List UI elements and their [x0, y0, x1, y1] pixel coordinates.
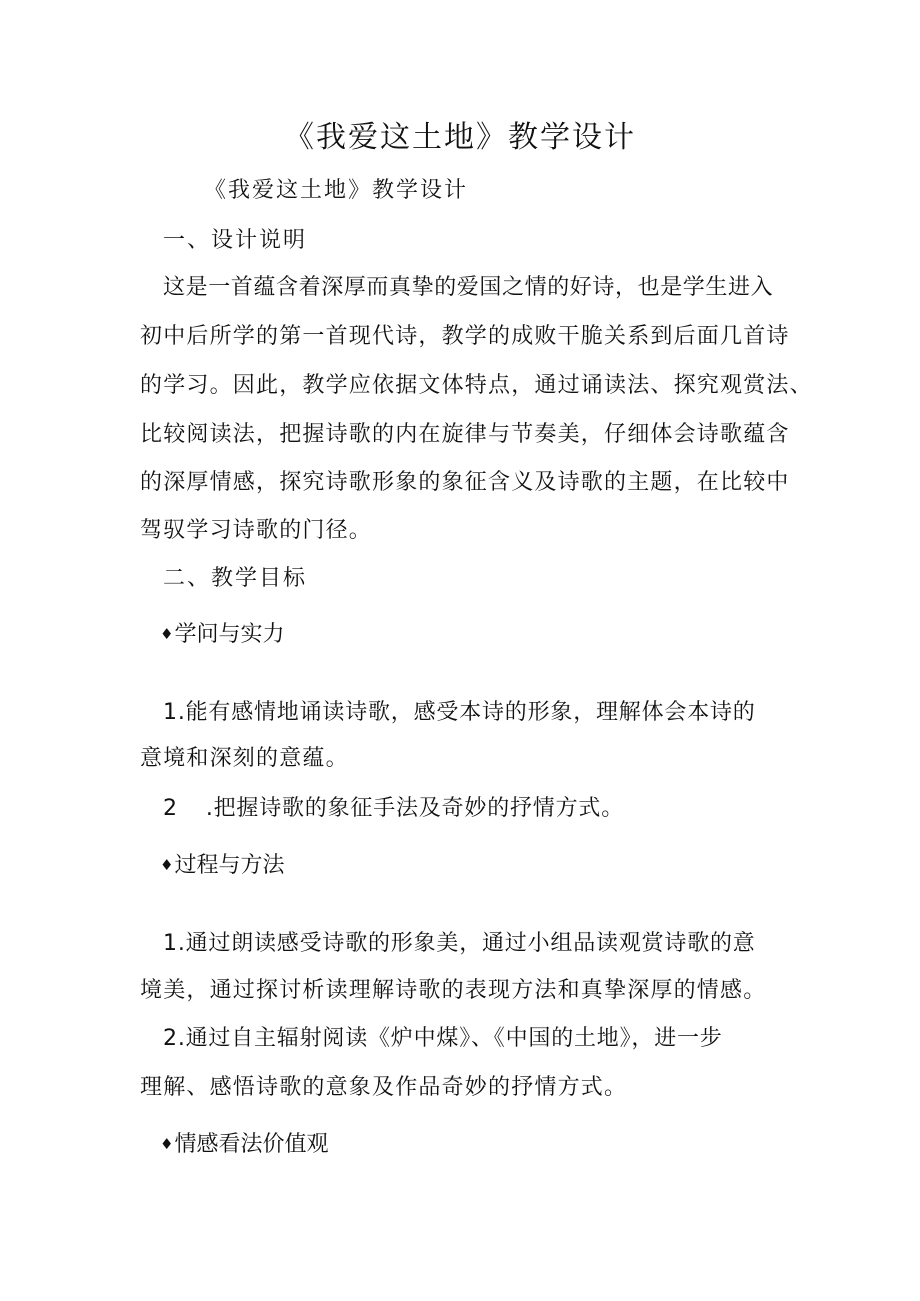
diamond-bullet-icon: ♦ [160, 625, 174, 643]
goal-item-text: .能有感情地诵读诗歌，感受本诗的形象，理解体会本诗的 [177, 700, 756, 725]
goal-group-values [160, 1128, 810, 1161]
goal-item-text: .通过朗读感受诗歌的形象美，通过小组品读观赏诗歌的意 [177, 931, 756, 956]
goal-item-continuation: 理解、感悟诗歌的意象及作品奇妙的抒情方式。 [140, 1075, 628, 1100]
paragraph-line: 驾驭学习诗歌的门径。 [140, 518, 373, 543]
goal-item-number: 2 [163, 1026, 178, 1051]
goal-group-label: 学问与实力 [174, 622, 285, 647]
diamond-bullet-icon: ♦ [160, 1135, 174, 1153]
document-subtitle: 《我爱这土地》教学设计 [204, 178, 469, 203]
goal-group-knowledge [160, 618, 810, 651]
goal-item [163, 697, 813, 729]
goal-item-number: 2 [163, 796, 178, 821]
goal-item [163, 793, 813, 825]
document-title: 《我爱这土地》教学设计 [284, 120, 636, 155]
goal-item [163, 928, 813, 960]
section-heading-design-notes: 一、设计说明 [163, 228, 308, 253]
goal-item-number: 1 [163, 931, 178, 956]
goal-item-text: .把握诗歌的象征手法及奇妙的抒情方式。 [205, 796, 625, 821]
diamond-bullet-icon: ♦ [160, 856, 174, 874]
paragraph-line: 这是一首蕴含着深厚而真挚的爱国之情的好诗，也是学生进入 [163, 275, 774, 300]
paragraph-line: 的学习。因此，教学应依据文体特点，通过诵读法、探究观赏法、 [140, 373, 813, 398]
goal-item-text: .通过自主辐射阅读《炉中煤》、《中国的土地》，进一步 [177, 1026, 723, 1051]
goal-group-label: 情感看法价值观 [174, 1132, 329, 1157]
goal-group-label: 过程与方法 [174, 853, 285, 878]
paragraph-line: 比较阅读法，把握诗歌的内在旋律与节奏美，仔细体会诗歌蕴含 [140, 422, 790, 447]
goal-item-continuation: 境美，通过探讨析读理解诗歌的表现方法和真挚深厚的情感。 [140, 978, 767, 1003]
goal-item-continuation: 意境和深刻的意蕴。 [140, 746, 349, 771]
section-heading-teaching-goals: 二、教学目标 [163, 566, 308, 591]
goal-item-number: 1 [163, 700, 178, 725]
paragraph-line: 的深厚情感，探究诗歌形象的象征含义及诗歌的主题，在比较中 [140, 470, 790, 495]
goal-group-process [160, 849, 810, 882]
goal-item [163, 1023, 813, 1055]
paragraph-line: 初中后所学的第一首现代诗，教学的成败干脆关系到后面几首诗 [140, 324, 790, 349]
